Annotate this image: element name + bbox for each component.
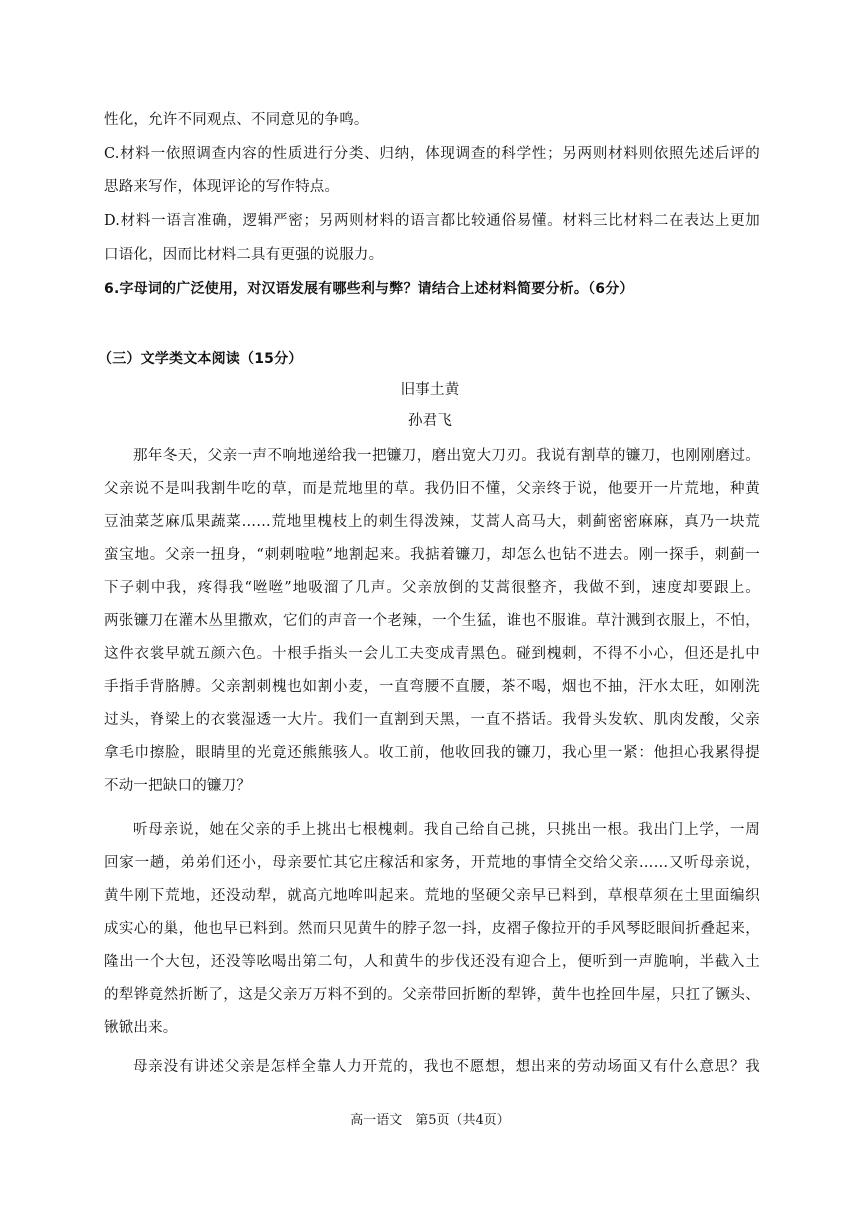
paragraph-1-line: 那年冬天，父亲一声不响地递给我一把镰刀，磨出宽大刀刃。我说有割草的镰刀，也刚刚磨过。: [133, 448, 760, 464]
paragraph-2-line: 隆出一个大包，还没等吆喝出第二句，人和黄牛的步伐还没有迎合上，便听到一声脆响，半截入土: [104, 954, 760, 970]
passage-author: 孙君飞: [407, 413, 453, 429]
paragraph-1-line: 蛮宝地。父亲一扭身，“刺刺啦啦”地割起来。我掂着镰刀，却怎么也钻不进去。刚一探手，刺蓟一: [104, 547, 760, 563]
option-b-tail: 性化，允许不同观点、不同意见的争鸣。: [104, 112, 369, 128]
paragraph-1-line: 这件衣裳早就五颜六色。十根手指头一会儿工夫变成青黑色。碰到槐刺，不得不小心，但还是扎中: [104, 646, 760, 662]
paragraph-3-line: 母亲没有讲述父亲是怎样全靠人力开荒的，我也不愿想，想出来的劳动场面又有什么意思？我: [133, 1059, 760, 1075]
paragraph-2-line: 回家一趟，弟弟们还小，母亲要忙其它庄稼活和家务，开荒地的事情全交给父亲……又听母亲说，: [104, 855, 760, 871]
passage-title: 旧事土黄: [400, 382, 460, 398]
option-c-line-2: 思路来写作，体现评论的写作特点。: [104, 179, 340, 195]
paragraph-1-line: 两张镰刀在灌木丛里撒欢，它们的声音一个老辣，一个生猛，谁也不服谁。草汁溅到衣服上，不怕，: [104, 613, 760, 629]
page-footer: 高一语文 第5页（共4页）: [350, 1113, 510, 1128]
paragraph-1-line: 下子刺中我，疼得我“咝咝”地吸溜了几声。父亲放倒的艾蒿很整齐，我做不到，速度却要跟上。: [104, 580, 760, 596]
paragraph-1-line: 豆油菜芝麻瓜果蔬菜……荒地里槐枝上的刺生得泼辣，艾蒿人高马大，刺蓟密密麻麻，真乃一块荒: [104, 514, 760, 530]
paragraph-2-line: 锹锨出来。: [104, 1020, 178, 1036]
option-c-line-1: C.材料一依照调查内容的性质进行分类、归纳，体现调查的科学性；另两则材料则依照先述后评的: [104, 146, 760, 162]
paragraph-1-line: 拿毛巾擦脸，眼睛里的光竟还熊熊骇人。收工前，他收回我的镰刀，我心里一紧：他担心我累得提: [104, 745, 760, 761]
paragraph-1-line: 手指手背胳膊。父亲割刺槐也如割小麦，一直弯腰不直腰，茶不喝，烟也不抽，汗水太旺，如刚洗: [104, 679, 760, 695]
question-6: 6.字母词的广泛使用，对汉语发展有哪些利与弊？请结合上述材料简要分析。（6分）: [104, 281, 634, 297]
paragraph-1-line: 过头，脊梁上的衣裳湿透一大片。我们一直割到天黑，一直不搭话。我骨头发软、肌肉发酸，父亲: [104, 712, 760, 728]
paragraph-2-line: 成实心的巢，他也早已料到。然而只见黄牛的脖子忽一抖，皮褶子像拉开的手风琴眨眼间折叠起来，: [104, 921, 760, 937]
paragraph-1-line: 不动一把缺口的镰刀？: [104, 778, 251, 794]
paragraph-2-line: 的犁铧竟然折断了，这是父亲万万料不到的。父亲带回折断的犁铧，黄牛也拴回牛屋，只扛了镢头、: [104, 987, 760, 1003]
option-d-line-1: D.材料一语言准确，逻辑严密；另两则材料的语言都比较通俗易懂。材料三比材料二在表达上更加: [104, 213, 760, 229]
section-heading: （三）文学类文本阅读（15分）: [98, 351, 303, 367]
paragraph-1-line: 父亲说不是叫我割牛吃的草，而是荒地里的草。我仍旧不懂，父亲终于说，他要开一片荒地，种黄: [104, 481, 760, 497]
option-d-line-2: 口语化，因而比材料二具有更强的说服力。: [104, 247, 384, 263]
paragraph-2-line: 黄牛刚下荒地，还没动犁，就高亢地哞叫起来。荒地的坚硬父亲早已料到，草根草须在土里面编织: [104, 888, 760, 904]
paragraph-2-line: 听母亲说，她在父亲的手上挑出七根槐刺。我自己给自己挑，只挑出一根。我出门上学，一周: [133, 822, 760, 838]
